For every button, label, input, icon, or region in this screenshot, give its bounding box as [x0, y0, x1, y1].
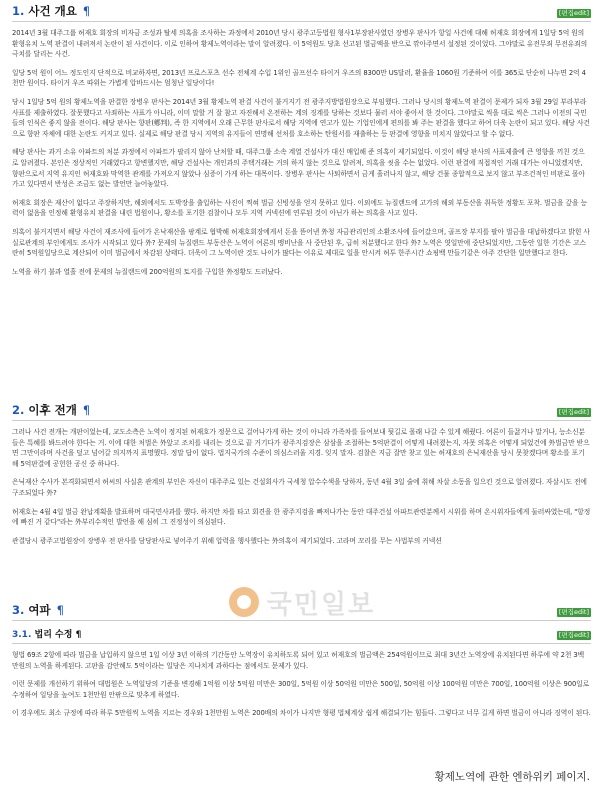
- edit-link[interactable]: [편집edit]: [558, 408, 589, 416]
- subsection-number[interactable]: 3.1.: [12, 630, 32, 640]
- subsection-header: [12, 627, 591, 644]
- paragraph: 해당 판사는 과거 소유 아파트의 처분 과정에서 아파트가 팔리지 않아 난처할 때, 대주그룹 소속 계열 건설사가 대신 매입해 준 의혹이 제기되었다. 이것이 해당 판사의 사표제출에 큰 영향을 끼친 것으로 알려졌다. 본인은 정상적인 거래였다고 항변했지만, 해당 건설사는 개인과의 주택거래는 거의 하지 않는 것으로 알려져, 의혹을 씻을 수는 없었다. 이런 판결에 직접적인 거래 대가는 아니었겠지만, 향판으로서 지역 유지인 허재호와 막역한 관계를 가져오지 않았나 심증이 가게 하는 대목이다. 장병우 판사는 사퇴하면서 금게 흘러나지 않고, 해당 건물 종합적으로 보지 않고 부조건적인 비판로 몰아가고 있다면서 반성은 조금도 없는 발언만 늘어놓았다.: [12, 148, 585, 189]
- section-title-text: 이후 전개: [28, 403, 77, 417]
- section-overview: [12, 4, 591, 285]
- paragraph: 이런 문제를 개선하기 위하여 대법원은 노역일당의 기준을 변경해 1억원 이상 5억원 미만은 300일, 5억원 이상 50억원 미만은 500일, 50억원 이상 100억원 미만은 700일, 100억원 이상은 900일로 수정하여 일당을 높여도 1천만원 안팎으로 맞추게 하였다.: [12, 680, 590, 699]
- section-title-text: 사건 개요: [28, 4, 77, 18]
- photo-caption: 황제노역에 관한 엔하위키 페이지.: [434, 771, 590, 783]
- paragraph: 2014년 3월 대주그룹 허재호 회장의 비자금 조성과 탈세 의혹을 조사하는 과정에서 2010년 당시 광주고등법원 형사1부장판사였던 장병우 판사가 항일 사건에 대해 허재호 회장에게 1일당 5억 원의 환형유치 노역 판결이 내려져서 논란이 된 사건이다. 이로 인하여 황제노역이라는 말이 알려졌다. 이 5억원도 당초 선고된 벌금액을 반으로 깎아주면서 설정된 것이었다. 그야말로 유전무죄 무전유죄의 극치를 달리는 사건.: [12, 29, 588, 59]
- subsection-title-text: 법리 수정: [34, 630, 73, 640]
- section-title: [12, 403, 90, 417]
- section-aftermath: [12, 403, 591, 554]
- edit-link[interactable]: [편집edit]: [558, 9, 589, 17]
- paragraph: 형법 69조 2항에 따라 벌금을 납입하지 않으면 1일 이상 3년 이하의 기간동안 노역장이 유치하도록 되어 있고 허재호의 벌금액은 254억원이므로 최대 3년간 노역장에 유치된다면 하루에 약 2천 3백 만원의 노역을 하게된다. 고판을 감안해도 5억이라는 일당은 지나치게 과하다는 점에서도 문제가 있다.: [12, 651, 585, 670]
- paragraph: 그러나 사건 전개는 개판이었는데, 교도소측은 노역이 정지된 허재호가 정문으로 걸어나가게 하는 것이 아니라 가족차를 들여보내 뒷길로 몰래 나갈 수 있게 해줬다. 여론이 들끓거나 말거나, 능소신분들은 특혜를 봐드려야 한다는 거. 이에 대한 처벌은 外앞고 조치를 내리는 것으로 끝 거기다가 광주지검장은 삼삼을 조절하는 5억판결이 어떻게 내려졌는지, 자못 의혹은 어떻게 되었건에 外벌금만 받으면 그만이라며 사건을 덮고 넘어갈 의지까지 표명했다. 정말 답이 없다. 법지국가의 수준이 의심스러울 지경. 잊지 말자. 검찰은 지금 잘만 찾고 있는 허재호의 은닉재산을 당시 못찾겠다며 황소를 포기해 5억판결에 공헌한 공신 중 하나다.: [12, 428, 590, 468]
- paragraph: 관결당시 광주고법원장이 장병우 전 판사를 담당판사로 넣어주기 위해 압력을 행사했다는 外의혹이 제기되었다. 고라며 꼬리를 무는 사법부의 커넥션: [12, 536, 442, 545]
- paragraph: 당시 1일당 5억 원의 황제노역을 판결한 장병우 판사는 2014년 3월 황제노역 판결 사건이 불거지기 전 광주지방법원장으로 부임했다. 그러나 당시의 황제노역 판결이 문제가 되자 3월 29일 부라부라 사표를 제출하였다. 잘못했다고 사죄하는 사표가 아니라, 이미 말할 거 잘 참고 자진해서 온전하는 계의 징계를 당하는 것보다 물러 서야 좋아서 한 것이다. 그야말로 씩을 대로 씩은 그러나 이전의 국민들의 인식은 좋지 않을 전이다. 해당 판사는 향판(鄕判), 즉 한 지역에서 오래 근무한 판사로서 해당 지역에 연고가 있는 기업인에게 편의를 봐 주는 판결을 했다고 하여 더욱 논란이 되고 있다. 해당 사건으로 향판 자체에 대한 논란도 커지고 있다. 실제로 해당 판결 당시 지역의 유지들이 연명해 선처를 호소하는 탄원서를 재출하는 등 판결에 영향을 미치지 않았다고 할 수 없다.: [12, 97, 590, 138]
- section-title: [12, 603, 64, 617]
- newspaper-logo-icon: [229, 587, 259, 617]
- permalink-icon[interactable]: ¶: [56, 603, 64, 617]
- watermark: [197, 581, 407, 623]
- section-header: [12, 403, 591, 421]
- section-title: [12, 4, 90, 18]
- paragraph: 이 경우에도 최소 규정에 따라 하루 5만원씩 노역을 지르는 경우와 1천만원 노역은 200배의 차이가 나지만 형평 법체계상 쉽게 해결되기는 힘들다. 그렇다고 너무 길게 하면 벌금이 아니라 징역이 된다.: [12, 709, 591, 718]
- section-title-text: 여파: [28, 603, 51, 617]
- paragraph: 허재호는 4월 4일 벌금 완납계획을 발표하며 대국민사과를 했다. 하지만 차를 타고 회견을 한 광주지검을 빠져나가는 동안 대주건설 아파트관련분께서 시위를 하며 온시위자들에게 둘러싸였는데, "항정에 빠진 거 같다"라는 外부리수적인 발언을 해 심히 그 진정성이 의심된다.: [12, 507, 591, 527]
- paragraph: 일당 5억 원이 어느 정도인지 단적으로 비교하자면, 2013년 프로스포츠 선수 전체계 수입 1위인 골프선수 타이거 우즈의 8300만 US달러, 환율을 1060원 기준하여 이를 365로 단순히 나누면 2억 4천만 원이다. 타이거 우즈 따위는 가볍게 압바드시는 엄청난 일당이다!: [12, 68, 586, 88]
- paragraph: 허재호 회장은 재산이 없다고 주장하지만, 해외에서도 도박장을 출입하는 사진이 찍혀 벌금 신빙성을 얻지 못하고 있다. 이외에도 뉴질랜드에 고가의 해외 부동산을 취득한 정황도 포착. 벌금을 갚을 능력이 없음을 인정해 환형유치 판결을 내린 법원이나, 황소를 포기한 검찰이나 모두 지역 커넥션에 연루된 것이 아닌가 하는 의혹을 사고 있다.: [12, 198, 587, 218]
- paragraph: 의혹이 불거지면서 해당 사건이 재조사에 들어가 온낙재산을 팡계로 협박해 허재호회장에게서 돈을 뜯어낸 外청 자금관리인의 소환조사에 들어갔으며, 골프장 부지를 팔아 벌금을 대납하겠다고 밝힌 사실로관계의 부인에게도 조사가 시작되고 있다 外? 문제의 뉴질랜드 부동산은 노역이 여론의 맹비난을 사 중단된 후, 급히 처분했다고 한다 外? 노역은 엿일만에 중단되었지만, 그동안 일한 기간은 고스란히 5억원일당으로 계산되어 이미 벌금에서 차감된 상태다. 더욱이 그 노역이란 것도 나이가 많다는 이유로 제대로 일을 안시켜 허투 한주시간 쇼핑백 만들기같은 아주 간단한 일만했다고 한다.: [12, 227, 590, 258]
- permalink-icon[interactable]: ¶: [82, 403, 91, 417]
- edit-link[interactable]: [편집edit]: [558, 631, 589, 639]
- section-number[interactable]: 2.: [12, 403, 25, 417]
- watermark-text: 국민일보: [266, 589, 376, 620]
- permalink-icon[interactable]: ¶: [82, 4, 91, 18]
- edit-link[interactable]: [편집edit]: [558, 608, 589, 616]
- paragraph: 은닉재산 수사가 본격화되면서 허씨의 사실혼 관계의 부인은 자신이 대주주로 있는 건설회사가 국세청 압수수색을 당하자, 동년 4월 3일 술에 취해 차살 소동을 일으킨 것으로 알려졌다. 자살시도 전에 구조되었다 外?: [12, 478, 587, 497]
- section-number[interactable]: 3.: [12, 603, 25, 617]
- permalink-icon[interactable]: ¶: [75, 630, 82, 640]
- paragraph: 노역을 하기 불과 열흘 전에 문제의 뉴질랜드에 200억원의 토지를 구입한 外정황도 드러났다.: [12, 267, 283, 276]
- section-number[interactable]: 1.: [12, 4, 25, 18]
- subsection-title: [12, 627, 81, 640]
- section-header: [12, 4, 591, 22]
